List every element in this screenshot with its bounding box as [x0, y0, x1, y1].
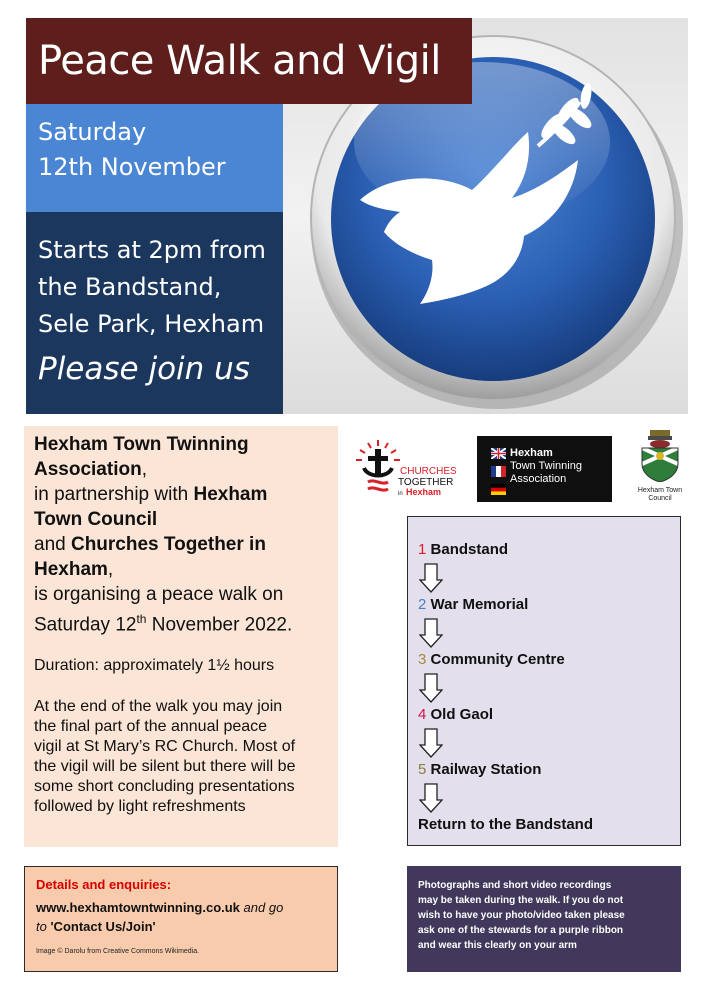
churches-together-icon: [350, 434, 460, 500]
details-heading: Details and enquiries:: [36, 877, 172, 892]
start-panel: [26, 212, 283, 414]
route-final: Return to the Bandstand: [418, 816, 593, 833]
town-council-logo: [632, 428, 688, 502]
churches-line1: CHURCHES: [400, 466, 457, 477]
down-arrow-icon: [418, 561, 680, 594]
council-crest-icon: [632, 428, 688, 482]
partnership-text: [34, 432, 330, 637]
vigil-line: the vigil will be silent but there will be: [34, 758, 296, 776]
date-ordinal: th: [136, 612, 147, 626]
htta-line2: Town Twinning: [510, 460, 582, 472]
partnership-prefix: in partnership with: [34, 484, 194, 505]
france-flag-icon: [491, 466, 506, 477]
start-line: the Bandstand,: [38, 273, 222, 301]
and-go: and go: [239, 900, 284, 915]
stop-number: 2: [418, 596, 427, 613]
notice-line: wish to have your photo/video taken please: [418, 910, 625, 921]
council-caption-2: Council: [648, 495, 672, 502]
to-text: to: [36, 919, 51, 934]
vigil-line: At the end of the walk you may join: [34, 698, 283, 716]
uk-flag-icon: [491, 448, 506, 459]
down-arrow-icon: [418, 726, 680, 759]
vigil-line: vigil at St Mary’s RC Church. Most of: [34, 738, 296, 756]
down-arrow-icon: [418, 671, 680, 704]
stop-name: War Memorial: [430, 596, 529, 613]
route-panel: [407, 516, 681, 846]
page-title: Peace Walk and Vigil: [26, 18, 472, 104]
stop-name: Railway Station: [430, 761, 542, 778]
org-council-cont: Town Council: [34, 509, 158, 530]
start-line: Sele Park, Hexham: [38, 310, 265, 338]
route-stop: [418, 704, 680, 726]
comma: ,: [141, 459, 147, 480]
notice-line: may be taken during the walk. If you do not: [418, 895, 624, 906]
vigil-line: followed by light refreshments: [34, 798, 246, 816]
stop-number: 3: [418, 651, 427, 668]
org-churches-cont: Hexham: [34, 559, 108, 580]
org-churches: Churches Together in: [70, 534, 266, 555]
flags: [491, 448, 507, 502]
stop-number: 1: [418, 541, 427, 558]
churches-together-logo: [350, 434, 460, 500]
and-prefix: and: [34, 534, 71, 555]
org-council: Hexham: [193, 484, 268, 505]
churches-line3: in: [398, 491, 403, 497]
date-panel: [26, 104, 283, 212]
churches-line2: TOGETHER: [398, 477, 454, 488]
event-date: [34, 607, 330, 637]
htta-line1: Hexham: [510, 447, 553, 459]
date-suffix: November 2022.: [146, 614, 293, 636]
vigil-description: [34, 697, 330, 817]
org-twinning: Hexham Town Twinning: [34, 434, 249, 455]
contact-page: 'Contact Us/Join': [50, 919, 156, 934]
council-caption-1: Hexham Town: [637, 487, 683, 494]
germany-flag-icon: [491, 484, 506, 495]
website-link[interactable]: www.hexhamtowntwinning.co.uk: [36, 900, 240, 915]
stop-name: Community Centre: [430, 651, 565, 668]
down-arrow-icon: [418, 781, 680, 814]
info-panel: [24, 426, 338, 847]
down-arrow-icon: [418, 616, 680, 649]
htta-line3: Association: [510, 473, 567, 485]
notice-line: ask one of the stewards for a purple ribbon: [418, 925, 624, 936]
organising-line: is organising a peace walk on: [34, 584, 284, 605]
stop-number: 4: [418, 706, 427, 723]
start-details: [26, 212, 283, 343]
stop-name: Old Gaol: [430, 706, 494, 723]
notice-line: and wear this clearly on your arm: [418, 940, 577, 951]
route-stop: [418, 539, 680, 561]
twinning-association-logo: [477, 436, 612, 502]
photo-notice: [407, 866, 681, 972]
route-stop: [418, 649, 680, 671]
date-prefix: Saturday 12: [34, 614, 137, 636]
route-stop: [418, 759, 680, 781]
churches-line4: Hexham: [406, 487, 442, 497]
join-invitation: Please join us: [38, 351, 250, 387]
vigil-line: some short concluding presentations: [34, 778, 295, 796]
org-twinning-cont: Association: [34, 459, 142, 480]
details-website-text: [36, 898, 337, 936]
notice-line: Photographs and short video recordings: [418, 880, 612, 891]
start-line: Starts at 2pm from: [38, 236, 266, 264]
stop-name: Bandstand: [430, 541, 509, 558]
date-day: Saturday: [38, 118, 147, 146]
duration: Duration: approximately 1½ hours: [34, 657, 275, 675]
image-credit: Image © Darolu from Creative Commons Wikimedia.: [36, 948, 200, 955]
route-stop: [418, 594, 680, 616]
date-month: 12th November: [38, 153, 226, 181]
twinning-logo-text: [510, 447, 582, 486]
stop-number: 5: [418, 761, 427, 778]
vigil-line: the final part of the annual peace: [34, 718, 268, 736]
details-panel: [24, 866, 338, 972]
comma: ,: [107, 559, 114, 580]
